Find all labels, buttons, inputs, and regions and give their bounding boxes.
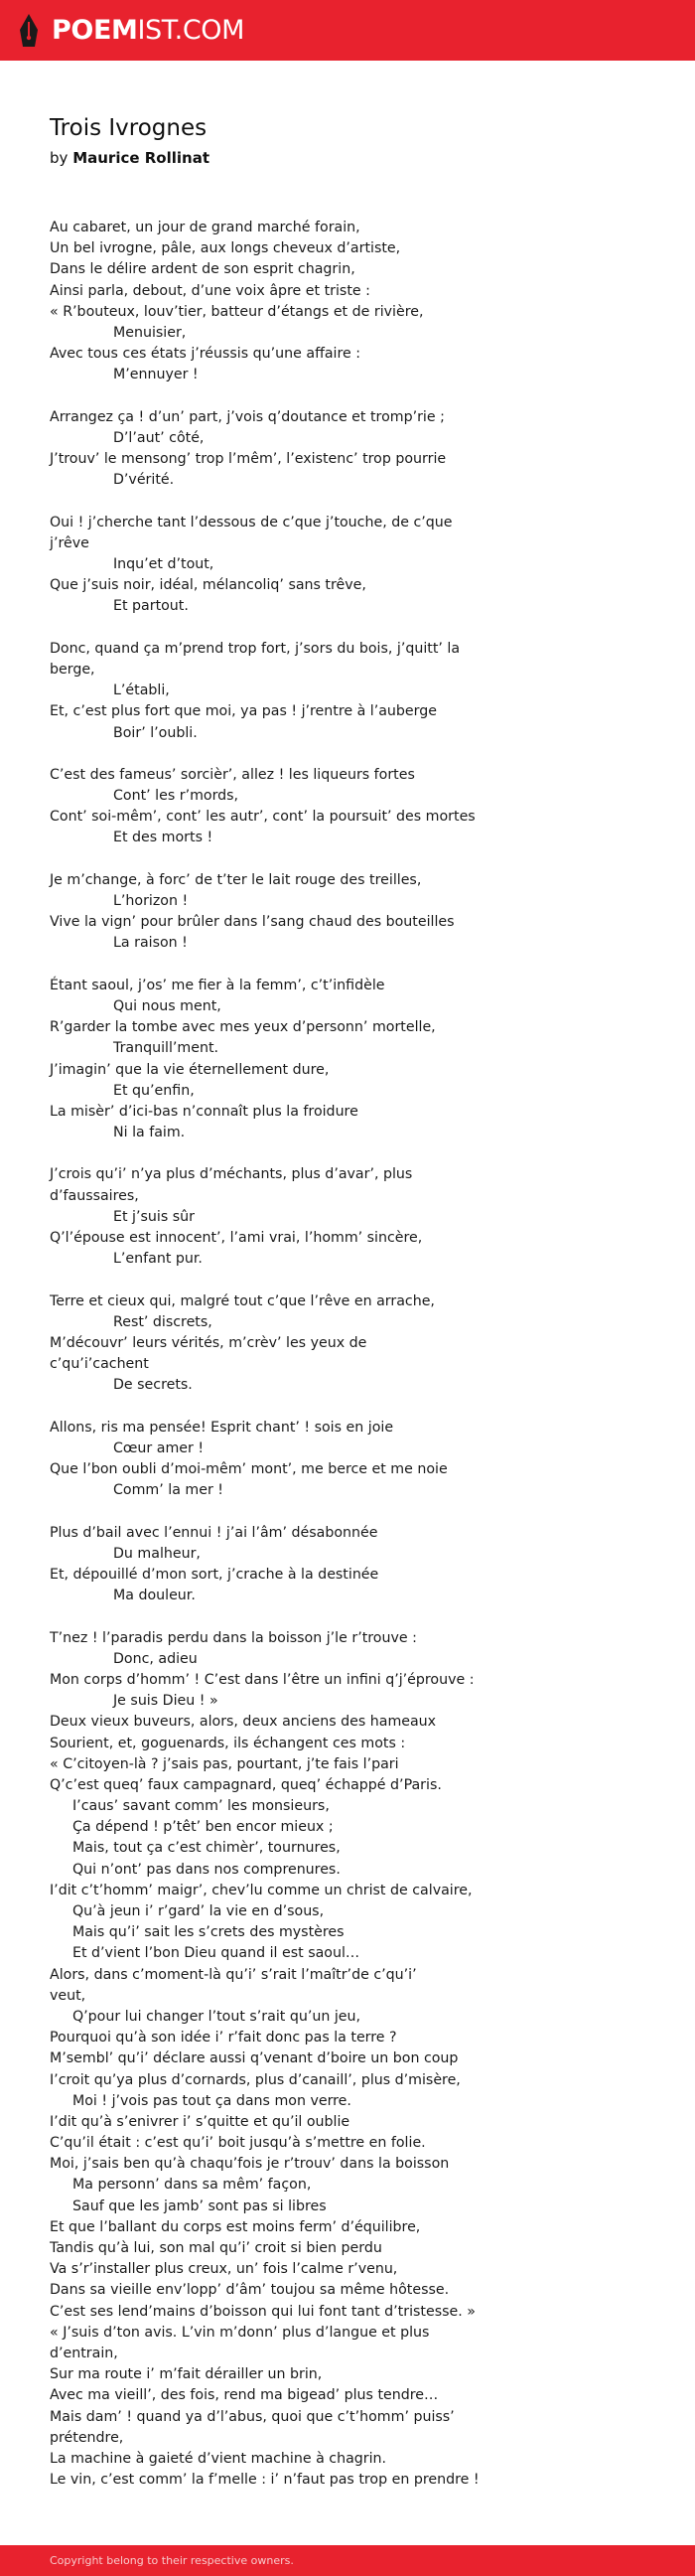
poem-line: Tandis qu’à lui, son mal qu’i’ croit si bien perdu xyxy=(50,2240,382,2256)
poem-line: I’caus’ savant comm’ les monsieurs, xyxy=(72,1798,330,1815)
poem-line: Ainsi parla, debout, d’une voix âpre et triste : xyxy=(50,282,370,299)
poem-line: j’rêve xyxy=(50,534,89,551)
poem-line: L’établi, xyxy=(113,682,170,699)
poem-line: J’crois qu’i’ n’ya plus d’méchants, plus d’avar’, plus xyxy=(50,1166,413,1183)
poem-line: Ça dépend ! p’têt’ ben encor mieux ; xyxy=(72,1819,334,1836)
poem-line: I’dit qu’à s’enivrer i’ s’quitte et qu’il oublie xyxy=(50,2113,350,2130)
poem-line: Donc, quand ça m’prend trop fort, j’sors du bois, j’quitt’ la xyxy=(50,640,461,657)
poem-line: Et j’suis sûr xyxy=(113,1208,195,1225)
poem-line: Terre et cieux qui, malgré tout c’que l’rêve en arrache, xyxy=(50,1292,435,1309)
poem-line: d’entrain, xyxy=(50,2345,118,2361)
poem-line: Ma douleur. xyxy=(113,1588,196,1604)
stanza-break xyxy=(50,1501,655,1522)
stanza-break xyxy=(50,955,655,976)
poem-line: Et partout. xyxy=(113,598,189,615)
pen-nib-icon xyxy=(18,13,40,49)
stanza-break xyxy=(50,1397,655,1418)
poem-line: De secrets. xyxy=(113,1377,193,1394)
poem-line: Sur ma route i’ m’fait dérailler un brin, xyxy=(50,2366,323,2383)
poem-line: La misèr’ d’ici-bas n’connaît plus la froidure xyxy=(50,1103,358,1120)
poem-line: J’trouv’ le mensong’ trop l’mêm’, l’existenc’ trop pourrie xyxy=(50,451,447,468)
site-footer xyxy=(0,2545,695,2576)
poem-line: Allons, ris ma pensée! Esprit chant’ ! sois en joie xyxy=(50,1419,394,1436)
poem-line: Inqu’et d’tout, xyxy=(113,556,214,572)
poem-line: La raison ! xyxy=(113,935,188,952)
poem-line: Qui n’ont’ pas dans nos comprenures. xyxy=(72,1861,341,1878)
poem-line: Et que l’ballant du corps est moins ferm’ d’équilibre, xyxy=(50,2218,421,2235)
poem-line: Oui ! j’cherche tant l’dessous de c’que j’touche, de c’que xyxy=(50,514,453,530)
stanza-break xyxy=(50,618,655,639)
stanza-break xyxy=(50,849,655,870)
poem-line: Qui nous ment, xyxy=(113,997,221,1014)
poem-line: C’est des fameus’ sorcièr’, allez ! les liqueurs fortes xyxy=(50,766,415,783)
poem-line: Mais, tout ça c’est chimèr’, tournures, xyxy=(72,1840,341,1857)
poem-line: Comm’ la mer ! xyxy=(113,1482,223,1499)
poem-line: Alors, dans c’moment-là qu’i’ s’rait l’maîtr’de c’qu’i’ xyxy=(50,1966,417,1983)
poem-line: C’qu’il était : c’est qu’i’ boit jusqu’à s’mettre en folie. xyxy=(50,2135,426,2152)
poem-line: Cœur amer ! xyxy=(113,1440,205,1456)
site-logo[interactable] xyxy=(18,13,244,49)
poem-line: Le vin, c’est comm’ la f’melle : i’ n’faut pas trop en prendre ! xyxy=(50,2472,480,2489)
poem-line: « J’suis d’ton avis. L’vin m’donn’ plus d’langue et plus xyxy=(50,2324,430,2341)
poem-line: Sauf que les jamb’ sont pas si libres xyxy=(72,2197,327,2214)
poem-line: Au cabaret, un jour de grand marché forain, xyxy=(50,220,360,235)
poem-line: R’garder la tombe avec mes yeux d’personn’ mortelle, xyxy=(50,1019,436,1036)
poem-line: Et, dépouillé d’mon sort, j’crache à la destinée xyxy=(50,1567,379,1583)
poem-line: d’faussaires, xyxy=(50,1187,139,1204)
poem-line: Cont’ les r’mords, xyxy=(113,788,239,805)
poem-body xyxy=(50,218,655,2491)
top-bar xyxy=(0,0,695,61)
poem-line: Va s’r’installer plus creux, un’ fois l’calme r’venu, xyxy=(50,2261,398,2278)
poem-line: D’vérité. xyxy=(113,472,175,489)
poem-line: J’imagin’ que la vie éternellement dure, xyxy=(50,1061,330,1078)
poem-line: Moi ! j’vois pas tout ça dans mon verre. xyxy=(72,2092,351,2109)
poem-line: La machine à gaieté d’vient machine à chagrin. xyxy=(50,2450,387,2467)
poem-line: M’sembl’ qu’i’ déclare aussi q’venant d’boire un bon coup xyxy=(50,2050,459,2067)
poem-line: Je suis Dieu ! » xyxy=(113,1693,218,1710)
poem-line: Tranquill’ment. xyxy=(113,1040,219,1057)
poem-line: Mais qu’i’ sait les s’crets des mystères xyxy=(72,1924,345,1941)
poem-line: D’l’aut’ côté, xyxy=(113,429,205,446)
stanza-break xyxy=(50,1606,655,1627)
poem-line: Q’l’épouse est innocent’, l’ami vrai, l’homm’ sincère, xyxy=(50,1230,423,1246)
poem-line: Ma personn’ dans sa mêm’ façon, xyxy=(72,2177,312,2194)
poem-line: Que l’bon oubli d’moi-mêm’ mont’, me berce et me noie xyxy=(50,1461,448,1478)
site-wordmark: POEMIST.COM xyxy=(52,15,245,46)
poem-line: Que j’suis noir, idéal, mélancoliq’ sans trêve, xyxy=(50,577,366,594)
poem-line: Plus d’bail avec l’ennui ! j’ai l’âm’ désabonnée xyxy=(50,1524,378,1541)
stanza-break xyxy=(50,386,655,407)
poem-line: Menuisier, xyxy=(113,324,187,341)
poem-line: c’qu’i’cachent xyxy=(50,1356,149,1373)
poem-line: Avec ma vieill’, des fois, rend ma bigead’ plus tendre… xyxy=(50,2387,439,2404)
stanza-break xyxy=(50,1143,655,1164)
byline-prefix: by xyxy=(50,149,69,167)
poem-line: Arrangez ça ! d’un’ part, j’vois q’doutance et tromp’rie ; xyxy=(50,408,445,425)
poem-line: Deux vieux buveurs, alors, deux anciens des hameaux xyxy=(50,1714,437,1731)
stanza-break xyxy=(50,744,655,765)
poem-line: « C’citoyen-là ? j’sais pas, pourtant, j’te fais l’pari xyxy=(50,1755,399,1772)
poem-line: Et, c’est plus fort que moi, ya pas ! j’rentre à l’auberge xyxy=(50,703,437,720)
poem-title: Trois Ivrognes xyxy=(50,115,208,141)
poem-line: Pourquoi qu’à son idée i’ r’fait donc pas la terre ? xyxy=(50,2030,397,2046)
poem-line: Ni la faim. xyxy=(113,1125,186,1141)
poem-line: C’est ses lend’mains d’boisson qui lui font tant d’tristesse. » xyxy=(50,2303,476,2320)
poem-line: Q’pour lui changer l’tout s’rait qu’un jeu, xyxy=(72,2008,361,2025)
poem-line: L’enfant pur. xyxy=(113,1251,203,1268)
poem-line: veut, xyxy=(50,1987,86,2004)
poem-line: M’ennuyer ! xyxy=(113,367,199,383)
poem-line: I’croit qu’ya plus d’cornards, plus d’canaill’, plus d’misère, xyxy=(50,2071,461,2088)
poem-line: Moi, j’sais ben qu’à chaqu’fois je r’trouv’ dans la boisson xyxy=(50,2156,450,2173)
poem-line: prétendre, xyxy=(50,2429,124,2446)
poem-line: Avec tous ces états j’réussis qu’une affaire : xyxy=(50,346,361,363)
poem-line: I’dit c’t’homm’ maigr’, chev’lu comme un christ de calvaire, xyxy=(50,1882,473,1898)
poem-line: Q’c’est queq’ faux campagnard, queq’ échappé d’Paris. xyxy=(50,1776,442,1793)
poem-line: L’horizon ! xyxy=(113,893,189,909)
stanza-break xyxy=(50,1270,655,1290)
poem-line: Un bel ivrogne, pâle, aux longs cheveux d’artiste, xyxy=(50,240,401,257)
poem-line: Et des morts ! xyxy=(113,830,213,846)
poem-line: Cont’ soi-mêm’, cont’ les autr’, cont’ la poursuit’ des mortes xyxy=(50,809,476,826)
poem-line: M’découvr’ leurs vérités, m’crèv’ les yeux de xyxy=(50,1334,367,1351)
stanza-break xyxy=(50,491,655,512)
poem-line: Boir’ l’oubli. xyxy=(113,724,198,741)
poem-line: Mais dam’ ! quand ya d’l’abus, quoi que c’t’homm’ puiss’ xyxy=(50,2408,455,2425)
poem-line: « R’bouteux, louv’tier, batteur d’étangs et de rivière, xyxy=(50,303,424,320)
copyright-notice: Copyright belong to their respective owners. xyxy=(50,2554,294,2567)
poem-line: T’nez ! l’paradis perdu dans la boisson j’le r’trouve : xyxy=(50,1629,417,1646)
poem-line: Rest’ discrets, xyxy=(113,1313,212,1330)
poem-byline xyxy=(50,149,209,167)
poem-line: Donc, adieu xyxy=(113,1650,198,1667)
poem-line: Mon corps d’homm’ ! C’est dans l’être un infini q’j’éprouve : xyxy=(50,1671,475,1688)
poem-line: Je m’change, à forc’ de t’ter le lait rouge des treilles, xyxy=(50,871,422,888)
poem-line: berge, xyxy=(50,661,95,678)
poem-line: Dans le délire ardent de son esprit chagrin, xyxy=(50,261,355,278)
poem-line: Étant saoul, j’os’ me fier à la femm’, c’t’infidèle xyxy=(50,977,385,993)
poem-line: Dans sa vieille env’lopp’ d’âm’ toujou sa même hôtesse. xyxy=(50,2282,450,2299)
poem-line: Du malheur, xyxy=(113,1545,201,1562)
poem-line: Et d’vient l’bon Dieu quand il est saoul… xyxy=(72,1945,360,1962)
poem-line: Vive la vign’ pour brûler dans l’sang chaud des bouteilles xyxy=(50,914,455,931)
poem-line: Sourient, et, goguenards, ils échangent ces mots : xyxy=(50,1735,406,1751)
poem-line: Et qu’enfin, xyxy=(113,1082,195,1099)
poem-line: Qu’à jeun i’ r’gard’ la vie en d’sous, xyxy=(72,1903,325,1919)
author-name: Maurice Rollinat xyxy=(72,149,209,167)
